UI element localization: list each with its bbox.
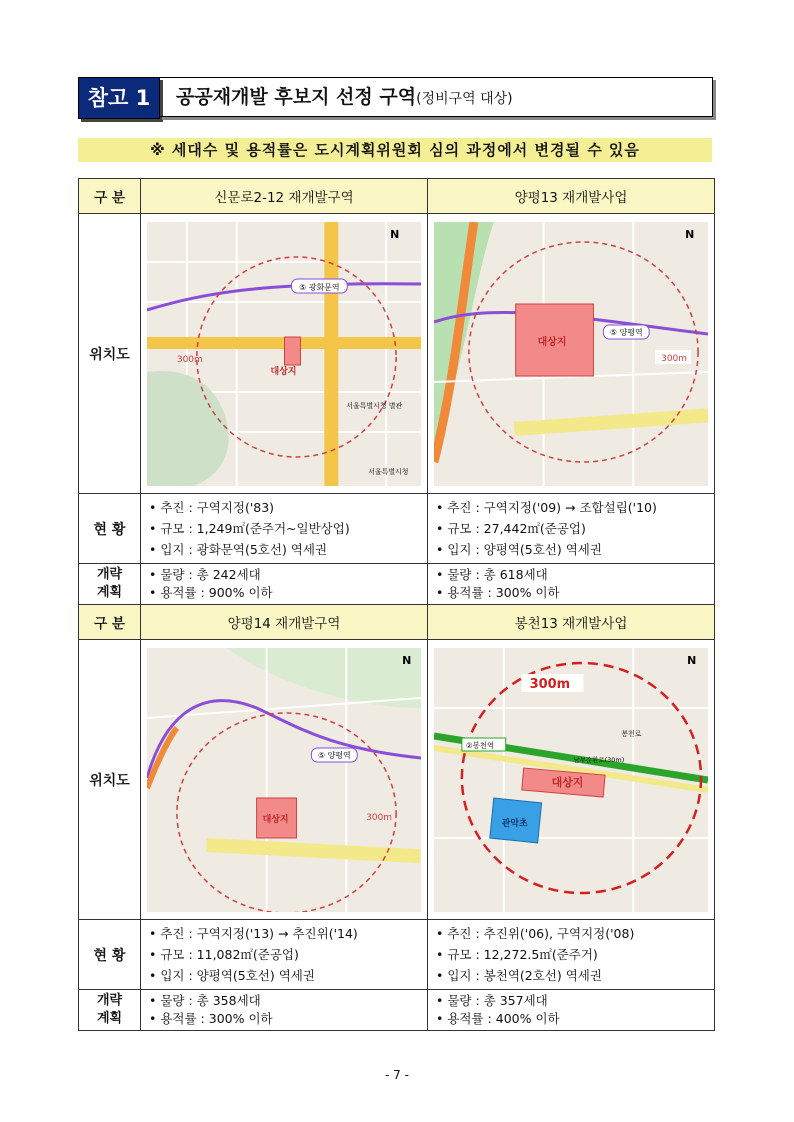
page-title-block [78, 77, 718, 119]
plan-item: 용적률 : 300% 이하 [447, 585, 560, 600]
map-school-label: 관악초 [501, 818, 528, 829]
map-radius-label: 300m [529, 676, 571, 692]
location-map-label: 위치도 [79, 214, 141, 494]
status-item: 규모 : 27,442㎡(준공업) [447, 521, 586, 536]
district-name: 봉천13 재개발사업 [428, 605, 715, 640]
map-road-label: 남부순환로(30m) [573, 755, 625, 764]
north-arrow-icon: N [685, 227, 695, 241]
map-cell [141, 640, 428, 920]
page-title [159, 77, 713, 117]
candidate-table [78, 178, 715, 1031]
location-map [147, 222, 421, 486]
map-target-label: 대상지 [270, 366, 297, 377]
plan-item: 물량 : 총 358세대 [160, 993, 261, 1008]
plan-label: 개략 계획 [79, 564, 141, 605]
map-radius-label: 300m [176, 354, 203, 365]
status-cell: • 추진 : 추진위('06), 구역지정('08) • 규모 : 12,272.5㎡(준주거) • 입지 : 봉천역(2호선) 역세권 [428, 920, 715, 990]
title-main: 공공재개발 후보지 선정 구역 [176, 86, 417, 108]
map-cell [141, 214, 428, 494]
status-cell: • 추진 : 구역지정('09) → 조합설립('10) • 규모 : 27,442㎡(준공업) • 입지 : 양평역(5호선) 역세권 [428, 494, 715, 564]
plan-cell: • 물량 : 총 618세대 • 용적률 : 300% 이하 [428, 564, 715, 605]
map-radius-label: 300m [366, 812, 393, 823]
plan-item: 물량 : 총 618세대 [447, 567, 548, 582]
status-row [79, 920, 715, 990]
district-name: 양평14 재개발구역 [141, 605, 428, 640]
map-row [79, 214, 715, 494]
plan-item: 물량 : 총 357세대 [447, 993, 548, 1008]
map-station-label: ②봉천역 [465, 740, 495, 750]
map-cell [428, 640, 715, 920]
status-item: 입지 : 양평역(5호선) 역세권 [160, 968, 315, 983]
map-target-label: 대상지 [537, 336, 567, 348]
status-item: 입지 : 봉천역(2호선) 역세권 [447, 968, 602, 983]
map-station-label: ⑤ 양평역 [609, 327, 643, 337]
table-header-row [79, 605, 715, 640]
location-map [434, 222, 708, 486]
status-item: 규모 : 11,082㎡(준공업) [160, 947, 299, 962]
table-header-row [79, 179, 715, 214]
north-arrow-icon: N [402, 653, 412, 667]
plan-cell: • 물량 : 총 242세대 • 용적률 : 900% 이하 [141, 564, 428, 605]
status-item: 추진 : 구역지정('83) [160, 500, 275, 515]
map-station-label: ⑤ 양평역 [317, 750, 351, 760]
category-label: 구 분 [79, 179, 141, 214]
map-radius-label: 300m [661, 353, 687, 364]
location-map [147, 648, 421, 912]
notice-banner: ※ 세대수 및 용적률은 도시계획위원회 심의 과정에서 변경될 수 있음 [78, 138, 712, 162]
plan-label: 개략 계획 [79, 990, 141, 1031]
location-map [434, 648, 708, 912]
category-label: 구 분 [79, 605, 141, 640]
status-item: 규모 : 12,272.5㎡(준주거) [447, 947, 598, 962]
plan-item: 용적률 : 400% 이하 [447, 1011, 560, 1026]
plan-cell: • 물량 : 총 357세대 • 용적률 : 400% 이하 [428, 990, 715, 1031]
status-row [79, 494, 715, 564]
status-label: 현 황 [79, 494, 141, 564]
status-cell: • 추진 : 구역지정('83) • 규모 : 1,249㎡(준주거~일반상업) • 입지 : 광화문역(5호선) 역세권 [141, 494, 428, 564]
plan-item: 물량 : 총 242세대 [160, 567, 261, 582]
map-target-label: 대상지 [262, 814, 289, 825]
north-arrow-icon: N [390, 227, 400, 241]
plan-cell: • 물량 : 총 358세대 • 용적률 : 300% 이하 [141, 990, 428, 1031]
district-name: 신문로2-12 재개발구역 [141, 179, 428, 214]
plan-row [79, 990, 715, 1031]
map-row [79, 640, 715, 920]
status-item: 추진 : 추진위('06), 구역지정('08) [447, 926, 635, 941]
status-item: 추진 : 구역지정('09) → 조합설립('10) [447, 500, 657, 515]
status-item: 추진 : 구역지정('13) → 추진위('14) [160, 926, 358, 941]
title-sub: (정비구역 대상) [416, 91, 513, 107]
map-target-label: 대상지 [551, 775, 584, 789]
plan-row [79, 564, 715, 605]
map-place-label: 서울특별시청 별관 [346, 401, 403, 410]
district-name: 양평13 재개발사업 [428, 179, 715, 214]
status-cell: • 추진 : 구역지정('13) → 추진위('14) • 규모 : 11,082㎡(준공업) • 입지 : 양평역(5호선) 역세권 [141, 920, 428, 990]
map-place-label: 봉천로 [621, 729, 642, 738]
map-cell [428, 214, 715, 494]
reference-tag: 참고 1 [78, 77, 160, 119]
location-map-label: 위치도 [79, 640, 141, 920]
status-item: 입지 : 양평역(5호선) 역세권 [447, 542, 602, 557]
plan-item: 용적률 : 300% 이하 [160, 1011, 273, 1026]
page-number: - 7 - [385, 1068, 409, 1082]
map-place-label: 서울특별시청 [368, 467, 409, 476]
map-station-label: ⑤ 광화문역 [299, 282, 340, 292]
status-item: 입지 : 광화문역(5호선) 역세권 [160, 542, 328, 557]
status-label: 현 황 [79, 920, 141, 990]
north-arrow-icon: N [687, 653, 697, 667]
status-item: 규모 : 1,249㎡(준주거~일반상업) [160, 521, 350, 536]
plan-item: 용적률 : 900% 이하 [160, 585, 273, 600]
